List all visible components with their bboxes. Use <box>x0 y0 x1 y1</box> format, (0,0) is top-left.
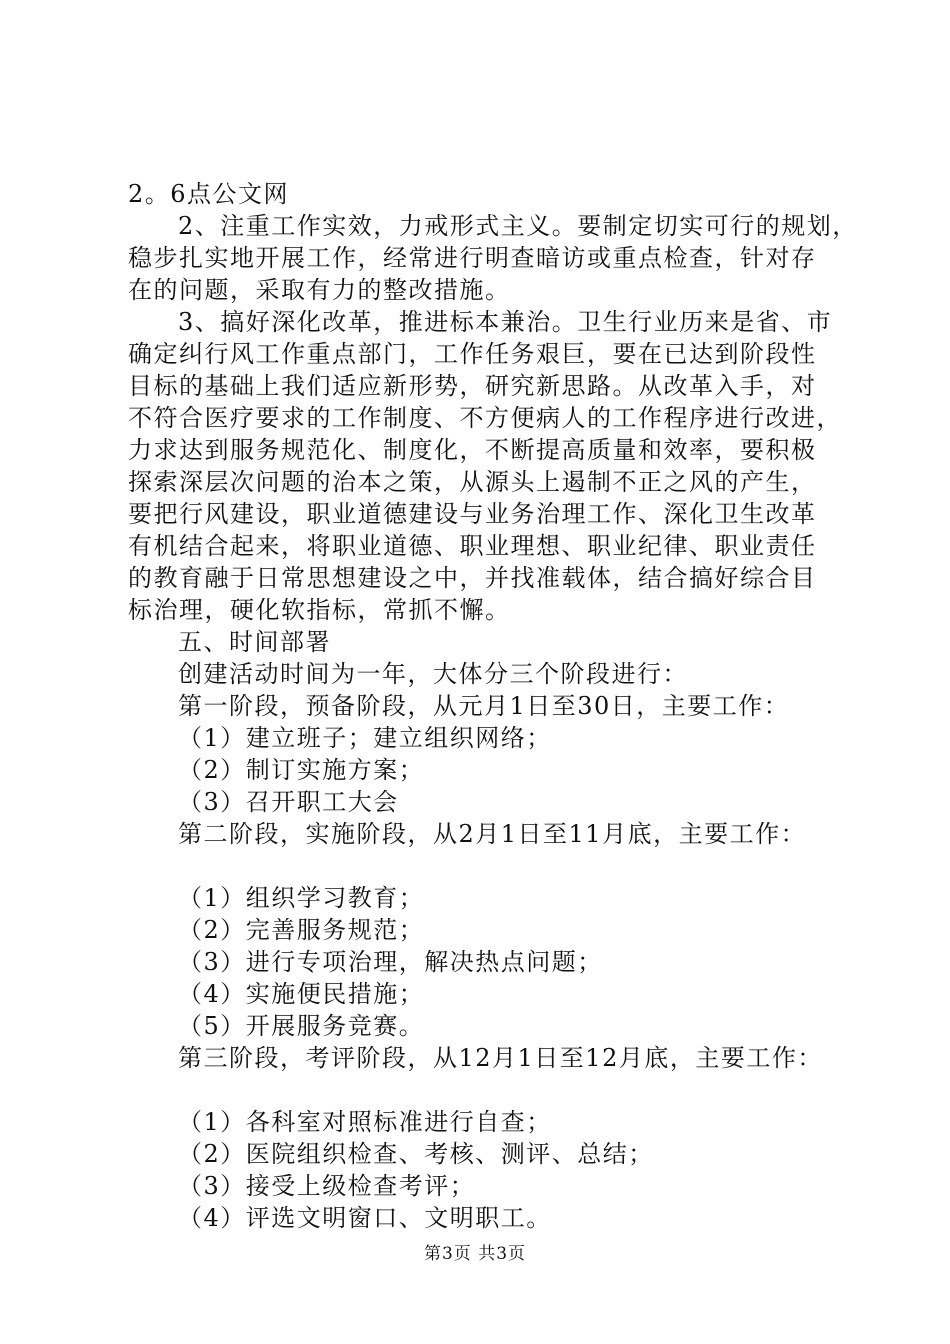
paragraph-line: 稳步扎实地开展工作，经常进行明查暗访或重点检查，针对存 <box>128 244 817 272</box>
paragraph-line: 确定纠行风工作重点部门，工作任务艰巨，要在已达到阶段性 <box>128 340 817 368</box>
list-item: （2）完善服务规范； <box>178 916 425 944</box>
list-item: （1）各科室对照标准进行自查； <box>178 1108 552 1136</box>
paragraph-line: 的教育融于日常思想建设之中，并找准载体，结合搞好综合目 <box>128 564 817 592</box>
list-item: （4）评选文明窗口、文明职工。 <box>178 1204 552 1232</box>
paragraph-line: 目标的基础上我们适应新形势，研究新思路。从改革入手，对 <box>128 372 817 400</box>
section-heading: 五、时间部署 <box>178 628 331 656</box>
paragraph-line: 标治理，硬化软指标，常抓不懈。 <box>128 596 511 624</box>
document-heading: 2。6点公文网 <box>128 180 290 208</box>
phase-heading: 第二阶段，实施阶段，从2月1日至11月底，主要工作： <box>178 820 807 848</box>
page-number-footer: 第3页 共3页 <box>423 1244 527 1264</box>
list-item: （3）进行专项治理，解决热点问题； <box>178 948 603 976</box>
paragraph-line: 有机结合起来，将职业道德、职业理想、职业纪律、职业责任 <box>128 532 817 560</box>
list-item: （1）组织学习教育； <box>178 884 425 912</box>
list-item: （2）制订实施方案； <box>178 756 425 784</box>
paragraph-line: 3、搞好深化改革，推进标本兼治。卫生行业历来是省、市 <box>178 308 833 336</box>
list-item: （5）开展服务竞赛。 <box>178 1012 425 1040</box>
paragraph-line: 不符合医疗要求的工作制度、不方便病人的工作程序进行改进， <box>128 404 842 432</box>
paragraph-line: 探索深层次问题的治本之策，从源头上遏制不正之风的产生， <box>128 468 817 496</box>
paragraph-line: 力求达到服务规范化、制度化，不断提高质量和效率，要积极 <box>128 436 817 464</box>
list-item: （4）实施便民措施； <box>178 980 425 1008</box>
paragraph-line: 在的问题，采取有力的整改措施。 <box>128 276 511 304</box>
list-item: （3）接受上级检查考评； <box>178 1172 476 1200</box>
paragraph-line: 创建活动时间为一年，大体分三个阶段进行： <box>178 660 688 688</box>
phase-heading: 第一阶段，预备阶段，从元月1日至30日，主要工作： <box>178 692 790 720</box>
paragraph-line: 2、注重工作实效，力戒形式主义。要制定切实可行的规划， <box>178 212 858 240</box>
list-item: （2）医院组织检查、考核、测评、总结； <box>178 1140 654 1168</box>
paragraph-line: 要把行风建设，职业道德建设与业务治理工作、深化卫生改革 <box>128 500 817 528</box>
phase-heading: 第三阶段，考评阶段，从12月1日至12月底，主要工作： <box>178 1044 823 1072</box>
list-item: （3）召开职工大会 <box>178 788 399 816</box>
list-item: （1）建立班子；建立组织网络； <box>178 724 552 752</box>
